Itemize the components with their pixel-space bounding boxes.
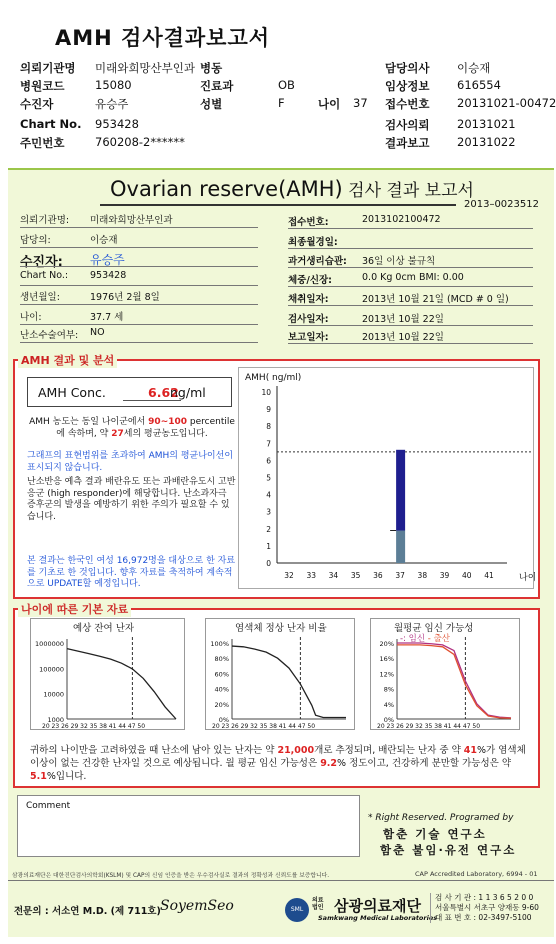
info-right-value: 2013102100472 (362, 214, 441, 225)
info-right-label: 보고일자: (288, 332, 329, 343)
conc-unit: ng/ml (170, 385, 206, 400)
info-right-line (288, 325, 533, 326)
xticks-2: 20 23 26 29 32 35 38 41 44 47 50 (212, 723, 316, 730)
mini-title-1: 예상 잔여 난자 (73, 623, 135, 634)
series-line (232, 646, 346, 717)
analysis-paragraph-3: 난소반응 예측 결과 배란유도 또는 과배란유도시 고반응군 (high responder)에 해당합니다. 난소과자극 증후군의 발생을 예방하기 위한 주의가 필요할 수 있습니다. (27, 477, 236, 522)
info-left-label: 생년월일: (20, 292, 60, 303)
y-tick-label: 60% (214, 670, 229, 679)
y-tick-label: 10 (261, 388, 271, 397)
y-axis-label: AMH( ng/ml) (245, 373, 302, 383)
dept-2: 함춘 불임·유전 연구소 (380, 843, 517, 857)
x-tick-label: 40 (462, 571, 472, 580)
conc-label: AMH Conc. (38, 385, 106, 400)
age-value: 37 (353, 96, 368, 110)
x-tick-label: 37 (395, 571, 405, 580)
dept-1: 함춘 기술 연구소 (383, 827, 487, 841)
header-label: 의뢰기관명 (20, 61, 76, 75)
title-underline (100, 204, 456, 206)
header-label: 진료과 (200, 79, 234, 93)
cert-note: 삼광의료재단은 대한진단검사의학회(KSLM) 및 CAP의 신임 인증을 받은 우수검사실로 결과의 정확성과 신뢰도를 보증합니다. (12, 873, 330, 879)
series-line (67, 649, 176, 719)
age-summary: 귀하의 나이만을 고려하였을 때 난소에 남아 있는 난자는 약 21,000개로 추정되며, 배란되는 난자 중 약 41%가 염색체이상이 없는 건강한 난자일 것으로 예상됩니다. 월 평균 임신 가능성은 9.2% 정도이고, 건강하게 분만할 가능성은 약 5.1%입니다. (30, 745, 526, 782)
info-left-line (20, 324, 258, 325)
y-tick-label: 8% (383, 685, 394, 694)
x-tick-label: 32 (284, 571, 294, 580)
y-tick-label: 100% (210, 640, 229, 648)
header-label: 병원코드 (20, 79, 65, 93)
info-right-value: 0.0 Kg 0cm BMI: 0.00 (362, 272, 464, 283)
y-tick-label: 1000 (47, 716, 64, 724)
y-tick-label: 4% (383, 700, 394, 709)
cap-note: CAP Accredited Laboratory, 6994 - 01 (415, 870, 538, 878)
x-tick-label: 39 (439, 571, 450, 580)
info-left-line (20, 247, 258, 248)
mini-title-3: 월평균 임신 가능성 (394, 623, 474, 634)
logo-prefix: 의료 법인 (312, 897, 324, 911)
header-label: 병동 (200, 61, 223, 75)
amh-bar-lower (396, 531, 405, 563)
xticks-3: 20 23 26 29 32 35 38 41 44 47 50 (377, 723, 481, 730)
amh-bar-chart (239, 368, 535, 590)
addr-line-1: 검 사 기 관 : 1 1 3 6 5 2 0 0 (435, 893, 534, 902)
header-value: 20131021 (457, 117, 516, 131)
header-value: F (278, 96, 285, 110)
conc-value: 6.62 (123, 385, 181, 401)
info-left-label: 의뢰기관명: (20, 215, 70, 226)
mini-title-2: 염색체 정상 난자 비율 (235, 623, 327, 634)
header-value: 20131022 (457, 135, 516, 149)
y-tick-label: 0% (383, 716, 394, 724)
info-left-value: 유승주 (90, 253, 125, 267)
amh-bar (396, 450, 405, 531)
info-left-line (20, 227, 258, 228)
info-left-value: 이승재 (90, 235, 118, 246)
logo-english: Samkwang Medical Laboratories (318, 914, 438, 922)
info-right-line (288, 248, 533, 249)
x-tick-label: 33 (306, 571, 316, 580)
header-label: 성별 (200, 97, 223, 111)
logo-name: 삼광의료재단 (334, 897, 421, 915)
info-left-label: Chart No.: (20, 270, 69, 281)
y-tick-label: 1000000 (35, 640, 64, 648)
info-right-line (288, 286, 533, 287)
y-tick-label: 4 (266, 490, 271, 500)
y-tick-label: 12% (379, 670, 394, 679)
info-left-label: 난소수술여부: (20, 330, 79, 341)
y-tick-label: 16% (379, 655, 394, 664)
y-tick-label: 7 (266, 439, 271, 449)
y-tick-label: 9 (266, 405, 271, 415)
header-value: OB (278, 78, 295, 92)
info-left-label: 수진자: (20, 255, 63, 270)
info-right-value: 2013년 10월 22일 (362, 332, 444, 343)
header-label: Chart No. (20, 117, 82, 131)
y-tick-label: 2 (266, 524, 271, 534)
info-left-label: 나이: (20, 312, 42, 323)
info-right-line (288, 343, 533, 344)
header-value: 미래와희망산부인과 (95, 61, 195, 75)
y-tick-label: 80% (214, 655, 229, 664)
y-tick-label: 0 (266, 559, 271, 568)
header-value: 20131021-00472 (457, 96, 556, 110)
info-right-label: 채취일자: (288, 294, 329, 305)
header-label: 결과보고 (385, 136, 430, 150)
doc-number: 2013–0023512 (464, 199, 539, 210)
amh-conc-box (27, 377, 232, 407)
y-tick-label: 5 (266, 473, 271, 483)
info-left-label: 담당의: (20, 235, 51, 246)
amh-chart-frame (238, 367, 534, 589)
info-left-line (20, 342, 258, 343)
info-left-value: 37.7 세 (90, 312, 124, 323)
y-tick-label: 20% (214, 700, 229, 709)
header-label: 수진자 (20, 97, 54, 111)
addr-line-2: 서울특별시 서초구 양재동 9-60 (435, 903, 539, 912)
info-right-label: 접수번호: (288, 217, 329, 228)
info-left-value: 1976년 2월 8일 (90, 292, 160, 303)
info-right-value: 36일 이상 불규칙 (362, 256, 436, 267)
y-tick-label: 8 (266, 422, 271, 432)
series-line (397, 645, 511, 718)
x-tick-label: 35 (350, 571, 361, 580)
mini-chart-frame-2 (205, 618, 355, 730)
y-tick-label: 3 (266, 507, 271, 517)
info-right-label: 최종월경일: (288, 237, 338, 248)
xticks-1: 20 23 26 29 32 35 38 41 44 47 50 (42, 723, 146, 730)
header-label: 검사의뢰 (385, 118, 430, 132)
normal-chromosome-chart (206, 619, 356, 731)
info-left-value: NO (90, 327, 105, 338)
y-tick-label: 1 (266, 541, 271, 551)
x-tick-label: 38 (417, 571, 428, 580)
x-tick-label: 36 (373, 571, 383, 580)
header-value: 이승재 (457, 61, 491, 75)
header-value: 유승주 (95, 97, 129, 111)
report-title: AMH 검사결과보고서 (55, 26, 271, 50)
header-value: 616554 (457, 78, 501, 92)
info-left-line (20, 304, 258, 305)
header-label: 접수번호 (385, 97, 430, 111)
y-tick-label: 0% (218, 716, 229, 724)
rights-note: * Right Reserved. Programed by (368, 813, 514, 823)
age-section-title: 나이에 따른 기본 자료 (18, 601, 131, 617)
analysis-paragraph-1: AMH 농도는 동일 나이군에서 90∼100 percentile에 속하며, 약 27세의 평균농도입니다. (29, 417, 235, 439)
addr-line-3: 대 표 번 호 : 02-3497-5100 (435, 913, 532, 922)
doctor-name: 전문의 : 서소연 M.D. (제 711호) (14, 906, 161, 917)
age-label: 나이 (318, 97, 341, 111)
info-left-value: 953428 (90, 270, 127, 281)
info-right-value: 2013년 10월 22일 (362, 314, 444, 325)
mini3-legend: -: 임신 - 출산 (400, 634, 450, 644)
info-left-line (20, 285, 258, 286)
info-right-line (288, 267, 533, 268)
header-value: 760208-2****** (95, 135, 185, 149)
info-left-line (20, 266, 258, 267)
header-label: 담당의사 (385, 61, 430, 75)
analysis-paragraph-2: 그래프의 표현범위를 초과하여 AMH의 평균나이선이 표시되지 않습니다. (27, 451, 234, 473)
comment-box[interactable] (17, 795, 360, 857)
header-value: 953428 (95, 117, 139, 131)
comment-label: Comment (26, 801, 71, 811)
analysis-paragraph-4: 본 결과는 한국인 여성 16,972명을 대상으로 한 자료를 기초로 한 것입니다. 향후 자료를 축적하여 계속적으로 UPDATE할 예정입니다. (27, 556, 236, 589)
y-tick-label: 40% (214, 685, 229, 694)
info-right-line (288, 228, 533, 229)
sml-logo-icon: SML (285, 898, 309, 922)
mini-chart-frame-1 (30, 618, 185, 730)
x-tick-label: 41 (484, 571, 494, 580)
y-tick-label: 20% (379, 640, 394, 648)
lab-address (430, 893, 539, 923)
info-right-value: 2013년 10월 21일 (MCD # 0 일) (362, 294, 509, 305)
y-tick-label: 10000 (43, 690, 64, 699)
remaining-eggs-chart (31, 619, 186, 731)
header-label: 임상정보 (385, 79, 430, 93)
header-label: 주민번호 (20, 136, 65, 150)
x-axis-label: 나이 (519, 573, 535, 583)
info-right-label: 과거생리습관: (288, 256, 347, 267)
info-right-line (288, 305, 533, 306)
x-tick-label: 34 (328, 571, 339, 580)
info-right-label: 체중/신장: (288, 275, 332, 286)
doctor-signature: SoyemSeo (160, 898, 234, 914)
info-right-label: 검사일자: (288, 314, 329, 325)
result-section-title: AMH 결과 및 분석 (18, 352, 117, 368)
info-left-value: 미래와희망산부인과 (90, 215, 173, 226)
sheet-title: Ovarian reserve(AMH) 검사 결과 보고서 (110, 177, 474, 201)
header-value: 15080 (95, 78, 132, 92)
y-tick-label: 6 (266, 456, 271, 466)
footer-divider (8, 880, 554, 881)
y-tick-label: 100000 (39, 665, 64, 674)
